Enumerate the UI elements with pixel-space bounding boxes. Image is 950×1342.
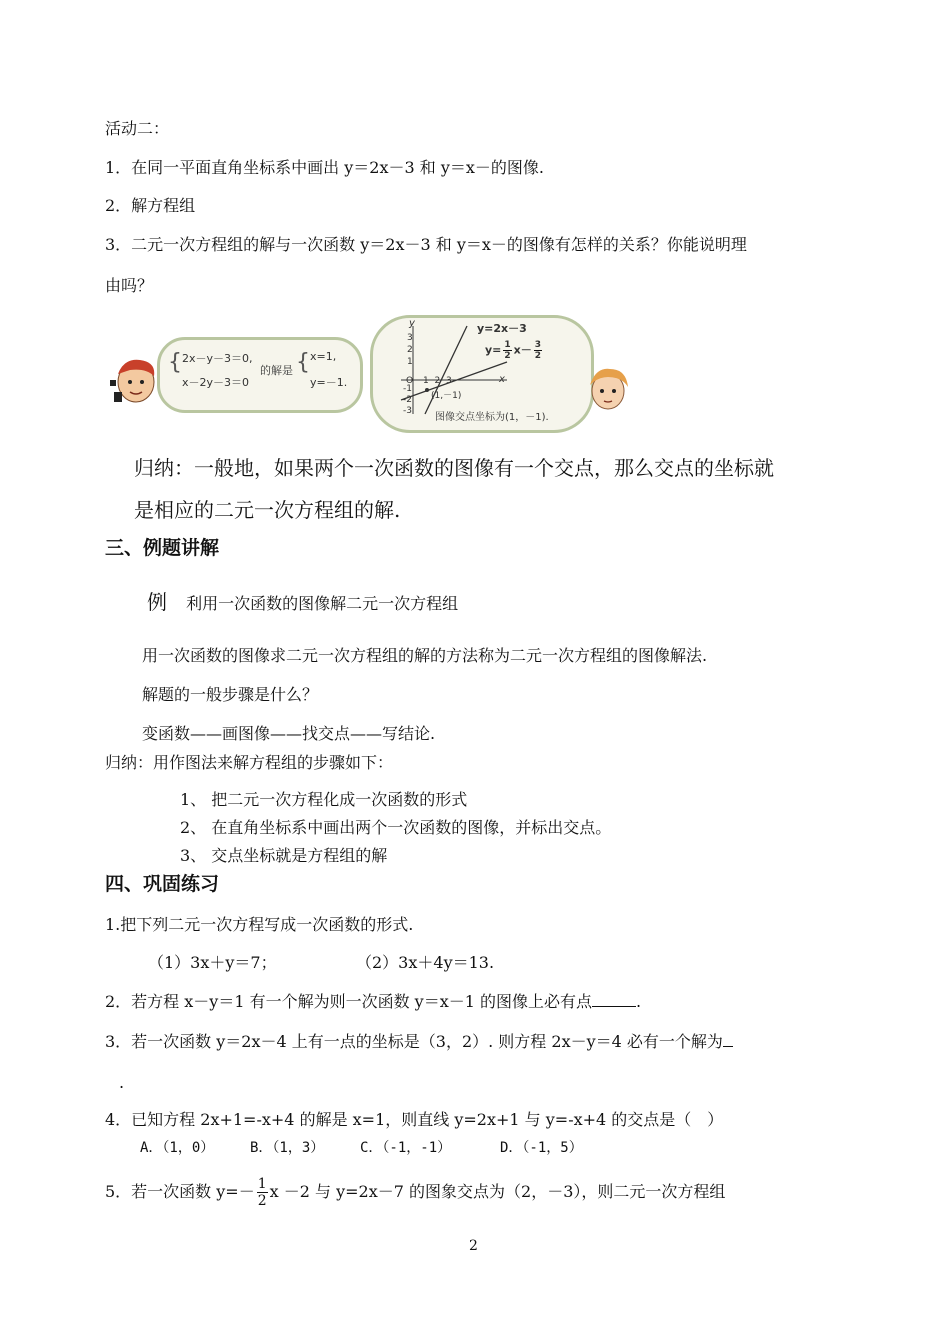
- page-number: 2: [469, 1238, 478, 1254]
- option-d[interactable]: D．（-1，5）: [500, 1140, 583, 1156]
- example-text: 利用一次函数的图像解二元一次方程组: [186, 594, 459, 613]
- y-axis-label: y: [409, 318, 415, 329]
- x-ticks: 1 2 3: [423, 376, 452, 386]
- summary-line-2: 是相应的二元一次方程组的解.: [134, 498, 401, 522]
- question-3-end: .: [119, 1073, 125, 1092]
- graphic-method-summary: 归纳：用作图法来解方程组的步骤如下：: [105, 753, 394, 772]
- summary-line-1: 归纳：一般地，如果两个一次函数的图像有一个交点，那么交点的坐标就: [134, 456, 774, 480]
- steps-question: 解题的一般步骤是什么？: [142, 685, 319, 704]
- question-1b: （2）3x＋4y＝13.: [356, 953, 495, 972]
- option-b[interactable]: B．（1，3）: [250, 1140, 325, 1156]
- illustration: [100, 315, 640, 435]
- x-axis-label: x: [499, 374, 505, 385]
- step-3: 3、 交点坐标就是方程组的解: [180, 846, 388, 865]
- question-3: 3．若一次函数 y＝2x－4 上有一点的坐标是（3，2）. 则方程 2x－y＝4 必有一个解为: [105, 1031, 733, 1052]
- solution-x: x=1,: [310, 350, 337, 363]
- activity-item-1: 1．在同一平面直角坐标系中画出 y＝2x－3 和 y＝x－的图像.: [105, 158, 545, 177]
- cartoon-boy-icon: [100, 350, 160, 410]
- activity-item-3: 3．二元一次方程组的解与一次函数 y＝2x－3 和 y＝x－的图像有怎样的关系？你能说明理: [105, 235, 747, 254]
- solution-word: 的解是: [260, 364, 293, 377]
- point-label: (1,－1): [431, 391, 462, 401]
- answer-blank-2[interactable]: [592, 991, 636, 1007]
- graph: [395, 322, 515, 418]
- line-label-1: y=2x－3: [477, 322, 527, 335]
- system-eq-2: x－2y－3＝0: [182, 376, 250, 389]
- step-1: 1、 把二元一次方程化成一次函数的形式: [180, 790, 468, 809]
- question-5: 5．若一次函数 y=－ $\frac{1}{2}$ x －2 与 y=2x－7 的图象交点为（2，－3），则二元一次方程组: [105, 1176, 726, 1209]
- section-4-title: 四、巩固练习: [105, 873, 220, 895]
- y-ticks: 3 2 1: [407, 333, 413, 367]
- question-4-options: [140, 1138, 610, 1158]
- steps-summary: 变函数——画图像——找交点——写结论.: [142, 724, 436, 743]
- brace-right: {: [296, 350, 310, 375]
- y-ticks-negative: -1 -2 -3: [403, 384, 412, 416]
- section-3-title: 三、例题讲解: [105, 537, 220, 559]
- fraction-half: $\frac{1}{2}$: [257, 1176, 267, 1209]
- line-label-2: y= $\frac{1}{2}$ x－ $\frac{3}{2}$: [485, 340, 542, 361]
- activity-item-3-cont: 由吗？: [105, 276, 154, 295]
- question-4: 4．已知方程 2x+1=-x+4 的解是 x=1，则直线 y=2x+1 与 y=-x+4 的交点是（ ）: [105, 1110, 724, 1129]
- graph-caption: 图像交点坐标为(1，－1).: [435, 412, 549, 423]
- example-label: 例: [147, 590, 167, 614]
- question-1: 1.把下列二元一次方程写成一次函数的形式.: [105, 915, 414, 934]
- intersection-point: [425, 388, 429, 392]
- graph-bubble: [370, 315, 594, 433]
- example-heading: [147, 592, 458, 614]
- activity-item-2: 2．解方程组: [105, 196, 196, 215]
- option-c[interactable]: C．（-1，-1）: [360, 1140, 452, 1156]
- solution-bubble: [157, 337, 363, 413]
- cartoon-girl-icon: [582, 363, 634, 419]
- method-description: 用一次函数的图像求二元一次方程组的解的方法称为二元一次方程组的图像解法.: [142, 646, 708, 665]
- question-1a: （1）3x＋y＝7；: [148, 953, 277, 972]
- origin-label: O: [406, 376, 414, 386]
- activity-title: 活动二：: [105, 119, 170, 138]
- step-2: 2、 在直角坐标系中画出两个一次函数的图像，并标出交点。: [180, 818, 612, 837]
- answer-blank-3[interactable]: [723, 1031, 733, 1047]
- question-2: 2．若方程 x－y＝1 有一个解为则一次函数 y＝x－1 的图像上必有点 .: [105, 992, 642, 1011]
- solution-y: y=－1.: [310, 376, 348, 389]
- option-a[interactable]: A．（1，0）: [140, 1140, 215, 1156]
- brace-left: {: [168, 350, 182, 375]
- system-eq-1: 2x－y－3＝0,: [182, 352, 253, 365]
